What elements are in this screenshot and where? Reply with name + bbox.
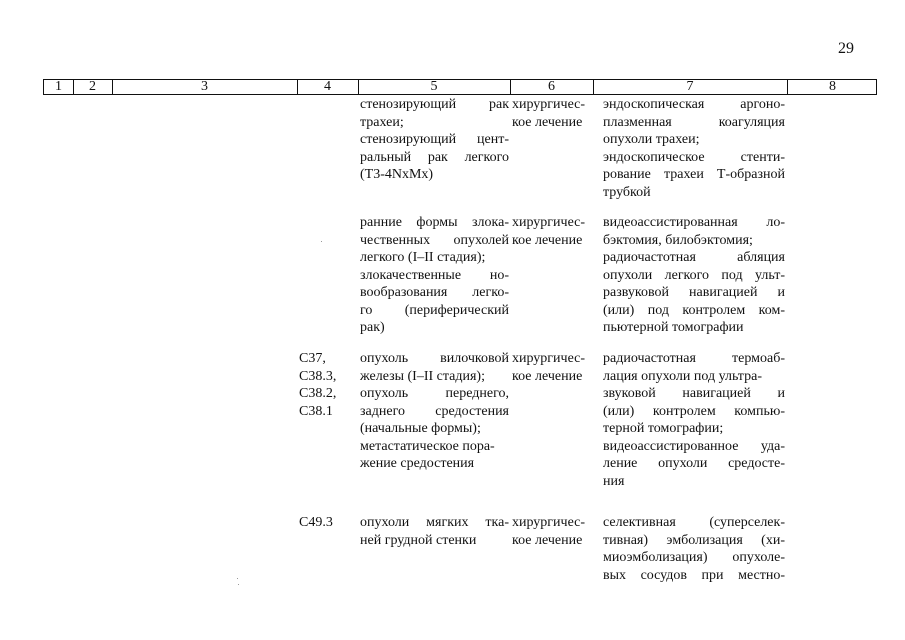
icd-code: C38.2, <box>299 386 337 401</box>
text-line: радиочастотная термоаб- <box>603 351 785 366</box>
text-line: (начальные формы); <box>360 421 481 436</box>
text-line: вообразования легко- <box>360 285 509 300</box>
text-line: видеоассистированная ло- <box>603 215 785 230</box>
text-line: го (периферический <box>360 302 509 318</box>
text-line: заднего средостения <box>360 403 509 419</box>
text-line: хирургичес- <box>512 351 586 366</box>
text-line: стенозирующий рак <box>360 97 509 112</box>
text-line: звуковой навигацией и <box>603 386 785 401</box>
text-line: миоэмболизация) опухоле- <box>603 550 785 565</box>
text-line: тивная) эмболизация (хи- <box>603 532 785 548</box>
text-line: кое лечение <box>512 368 583 384</box>
text-line: опухоль переднего, <box>360 386 509 401</box>
scan-speck <box>237 578 238 579</box>
text-line: хирургичес- <box>512 215 586 230</box>
column-header-4: 4 <box>324 79 331 94</box>
text-line: ральный рак легкого <box>360 149 509 165</box>
text-line: жение средостения <box>360 456 475 471</box>
icd-codes-cell <box>299 514 355 532</box>
column-header-3: 3 <box>201 79 208 94</box>
text-line: плазменная коагуляция <box>603 114 785 130</box>
method-cell <box>603 514 785 584</box>
text-line: злокачественные но- <box>360 267 509 283</box>
text-line: лация опухоли под ультра- <box>603 368 762 384</box>
text-line: (или) под контролем ком- <box>603 302 785 318</box>
text-line: видеоассистированное уда- <box>603 438 785 454</box>
text-line: метастатическое пора- <box>360 438 495 454</box>
icd-code: C38.1 <box>299 403 333 419</box>
diagnosis-cell <box>360 350 509 473</box>
text-line: вых сосудов при местно- <box>603 567 785 583</box>
treatment-type-cell <box>512 514 592 549</box>
treatment-type-cell <box>512 350 592 385</box>
icd-codes-cell <box>299 350 355 420</box>
text-line: стенозирующий цент- <box>360 132 509 147</box>
text-line: селективная (суперселек- <box>603 515 785 530</box>
column-header-7: 7 <box>686 79 694 94</box>
text-line: пьютерной томографии <box>603 320 744 335</box>
scan-speck <box>238 584 239 585</box>
text-line: ление опухоли средосте- <box>603 456 785 471</box>
text-line: бэктомия, билобэктомия; <box>603 232 753 248</box>
column-header-2: 2 <box>89 79 96 94</box>
column-header-row <box>43 79 877 95</box>
text-line: кое лечение <box>512 532 583 548</box>
text-line: железы (I–II стадия); <box>360 368 485 384</box>
text-line: опухоли легкого под ульт- <box>603 267 785 283</box>
text-line: трубкой <box>603 184 651 200</box>
diagnosis-cell <box>360 96 509 184</box>
page-number: 29 <box>838 40 854 57</box>
method-cell <box>603 214 785 337</box>
text-line: (или) контролем компью- <box>603 403 785 419</box>
treatment-type-cell <box>512 214 592 249</box>
method-cell <box>603 96 785 201</box>
icd-code: C49.3 <box>299 515 333 530</box>
text-line: хирургичес- <box>512 515 586 530</box>
text-line: чественных опухолей <box>360 232 509 248</box>
text-line: эндоскопическая аргоно- <box>603 97 785 112</box>
text-line: эндоскопическое стенти- <box>603 149 785 165</box>
scan-speck <box>321 241 322 242</box>
text-line: терной томографии; <box>603 421 724 436</box>
text-line: (T3-4NxMx) <box>360 167 434 182</box>
diagnosis-cell <box>360 214 509 337</box>
text-line: опухоли трахеи; <box>603 132 700 147</box>
text-line: опухоль вилочковой <box>360 351 509 366</box>
text-line: рование трахеи Т-образной <box>603 167 785 182</box>
text-line: опухоли мягких тка- <box>360 515 509 530</box>
icd-code: C38.3, <box>299 368 337 384</box>
text-line: рак) <box>360 320 385 335</box>
text-line: ранние формы злока- <box>360 215 509 230</box>
column-header-1: 1 <box>55 79 62 94</box>
text-line: ней грудной стенки <box>360 532 477 548</box>
text-line: легкого (I–II стадия); <box>360 250 486 265</box>
column-header-6: 6 <box>548 79 555 94</box>
text-line: трахеи; <box>360 114 404 130</box>
text-line: ния <box>603 473 625 489</box>
text-line: кое лечение <box>512 114 583 130</box>
treatment-type-cell <box>512 96 592 131</box>
text-line: хирургичес- <box>512 97 586 112</box>
icd-code: C37, <box>299 351 326 366</box>
text-line: радиочастотная абляция <box>603 250 785 265</box>
method-cell <box>603 350 785 490</box>
column-header-5: 5 <box>430 79 438 94</box>
text-line: кое лечение <box>512 232 583 248</box>
text-line: развуковой навигацией и <box>603 285 785 300</box>
column-header-8: 8 <box>829 79 836 94</box>
diagnosis-cell <box>360 514 509 549</box>
